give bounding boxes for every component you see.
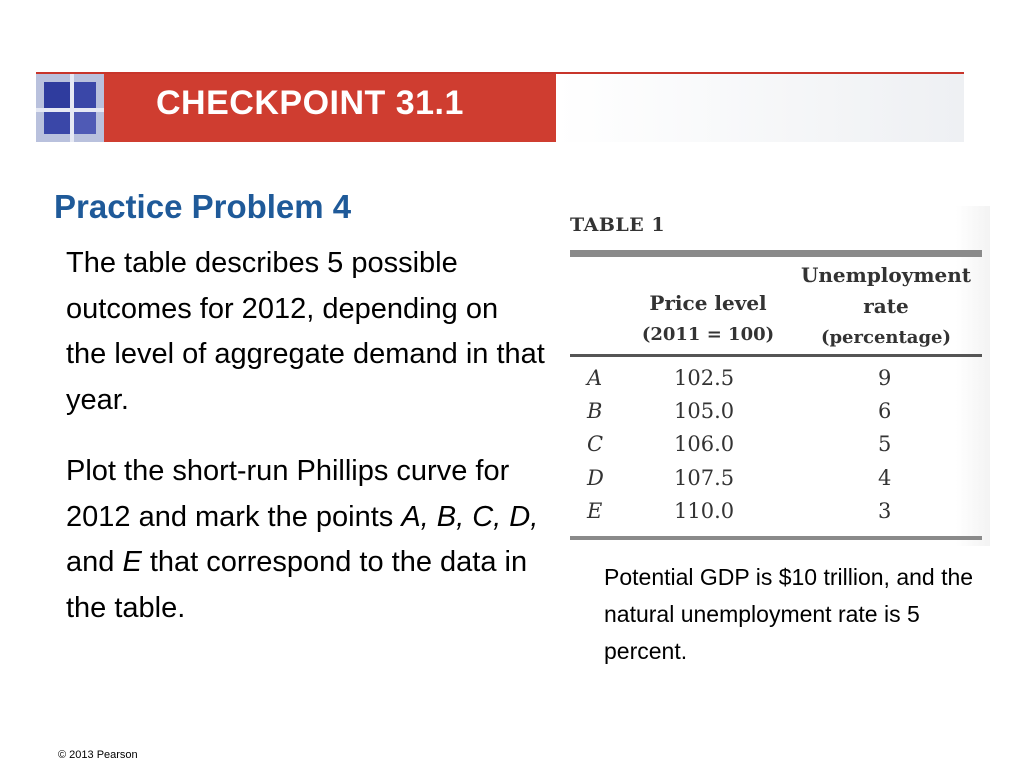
column-header-unemployment-line3: (percentage) bbox=[820, 327, 952, 348]
table-row bbox=[570, 399, 982, 432]
instruction-and: and bbox=[66, 546, 123, 578]
instruction-text-start: Plot the short-run Phillips curve for 2012 and mark the points bbox=[66, 455, 510, 533]
table-rule-bottom bbox=[570, 536, 982, 540]
copyright-footer: © 2013 Pearson bbox=[58, 749, 138, 761]
table-rule-top bbox=[570, 250, 982, 257]
instruction-point-e: E bbox=[122, 546, 142, 578]
header-title: CHECKPOINT 31.1 bbox=[156, 84, 464, 122]
header-logo-icon bbox=[36, 74, 104, 142]
row-unemployment: 9 bbox=[878, 366, 892, 390]
row-unemployment: 5 bbox=[878, 432, 892, 456]
row-price: 105.0 bbox=[674, 399, 735, 423]
problem-description: The table describes 5 possible outcomes for 2012, depending on the level of aggregate demand in that year. bbox=[66, 247, 545, 416]
column-header-unemployment-line1: Unemployment bbox=[800, 263, 972, 287]
table-row bbox=[570, 466, 982, 499]
row-label: E bbox=[587, 499, 603, 523]
data-table bbox=[562, 206, 990, 546]
instruction-text-end: that correspond to the data in the table. bbox=[66, 546, 528, 624]
row-price: 107.5 bbox=[674, 466, 735, 490]
instruction-points: A, B, C, D, bbox=[401, 500, 539, 533]
column-header-price bbox=[628, 288, 788, 350]
table-caption: TABLE 1 bbox=[570, 214, 666, 236]
table-row bbox=[570, 499, 982, 532]
row-label: A bbox=[587, 366, 603, 390]
table-row bbox=[570, 366, 982, 399]
table-note: Potential GDP is $10 trillion, and the natural unemployment rate is 5 percent. bbox=[604, 564, 974, 664]
table-rule-header bbox=[570, 354, 982, 357]
row-unemployment: 4 bbox=[878, 466, 892, 490]
row-price: 102.5 bbox=[674, 366, 735, 390]
column-header-unemployment-line2: rate bbox=[863, 294, 909, 318]
row-label: D bbox=[587, 466, 604, 490]
problem-instruction bbox=[66, 449, 546, 631]
column-header-price-line2: (2011 = 100) bbox=[641, 324, 775, 345]
row-unemployment: 6 bbox=[878, 399, 892, 423]
row-label: B bbox=[587, 399, 603, 423]
row-unemployment: 3 bbox=[878, 499, 892, 523]
row-price: 110.0 bbox=[674, 499, 735, 523]
row-label: C bbox=[587, 432, 604, 456]
column-header-unemployment bbox=[788, 260, 984, 353]
column-header-price-line1: Price level bbox=[649, 291, 767, 315]
table-row bbox=[570, 432, 982, 465]
header-fade bbox=[556, 74, 964, 142]
row-price: 106.0 bbox=[674, 432, 735, 456]
page-title: Practice Problem 4 bbox=[54, 188, 352, 225]
